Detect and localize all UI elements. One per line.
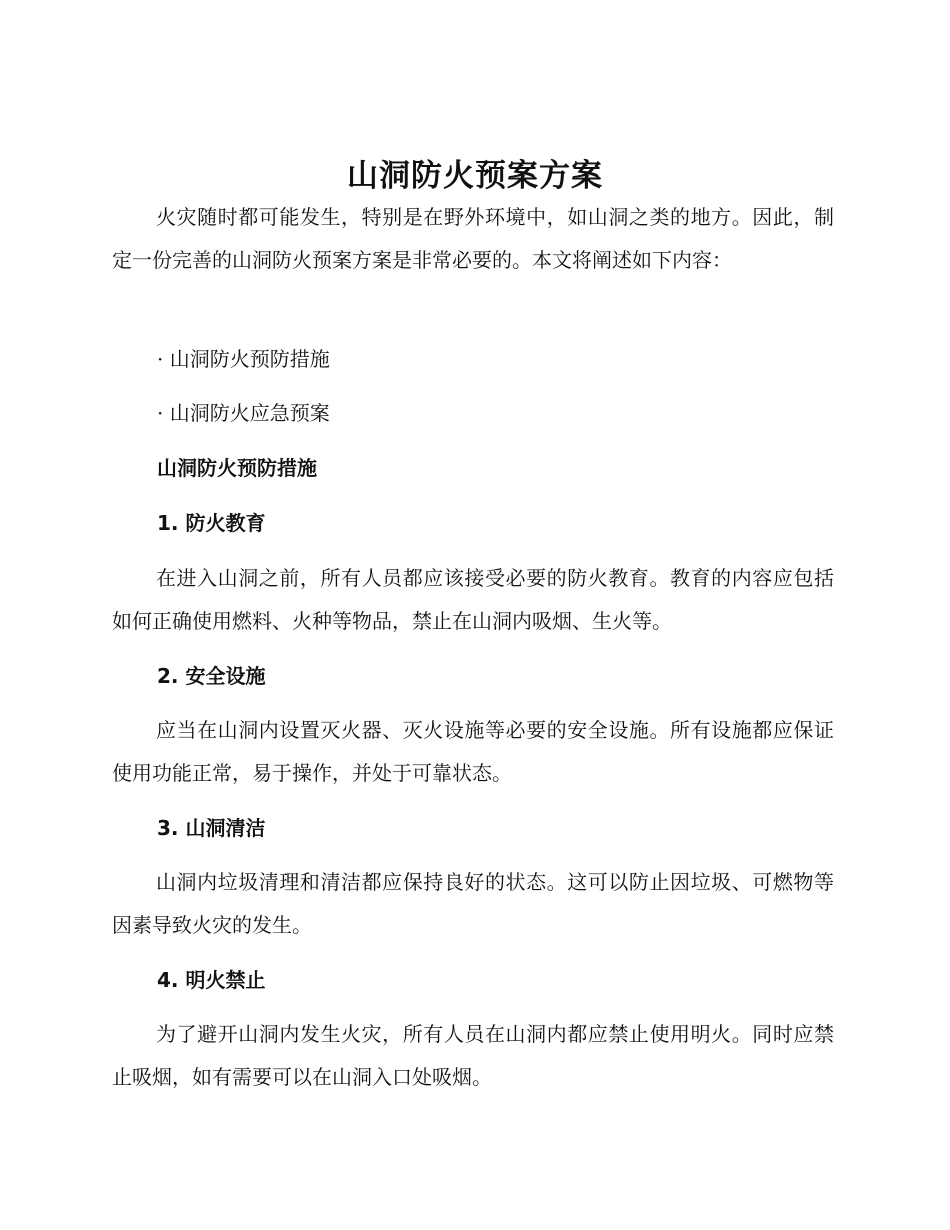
item-heading-cave-cleaning: 3. 山洞清洁 [157, 816, 266, 840]
bullet-item-prevention: · 山洞防火预防措施 [157, 347, 330, 371]
bullet-item-emergency: · 山洞防火应急预案 [157, 401, 330, 425]
section-heading: 山洞防火预防措施 [157, 456, 317, 480]
item-heading-fire-education: 1. 防火教育 [157, 511, 266, 535]
item-text-cave-cleaning: 山洞内垃圾清理和清洁都应保持良好的状态。这可以防止因垃圾、可燃物等因素导致火灾的发生。 [112, 870, 834, 937]
item-text-open-flame-ban: 为了避开山洞内发生火灾，所有人员在山洞内都应禁止使用明火。同时应禁止吸烟，如有需要可以在山洞入口处吸烟。 [112, 1022, 834, 1089]
item-heading-safety-facilities: 2. 安全设施 [157, 664, 266, 688]
intro-paragraph: 火灾随时都可能发生，特别是在野外环境中，如山洞之类的地方。因此，制定一份完善的山洞防火预案方案是非常必要的。本文将阐述如下内容： [112, 205, 834, 272]
item-text-safety-facilities: 应当在山洞内设置灭火器、灭火设施等必要的安全设施。所有设施都应保证使用功能正常，易于操作，并处于可靠状态。 [112, 718, 834, 785]
item-heading-open-flame-ban: 4. 明火禁止 [157, 968, 266, 992]
document-title: 山洞防火预案方案 [347, 158, 603, 194]
item-text-fire-education: 在进入山洞之前，所有人员都应该接受必要的防火教育。教育的内容应包括如何正确使用燃料、火种等物品，禁止在山洞内吸烟、生火等。 [112, 566, 834, 633]
